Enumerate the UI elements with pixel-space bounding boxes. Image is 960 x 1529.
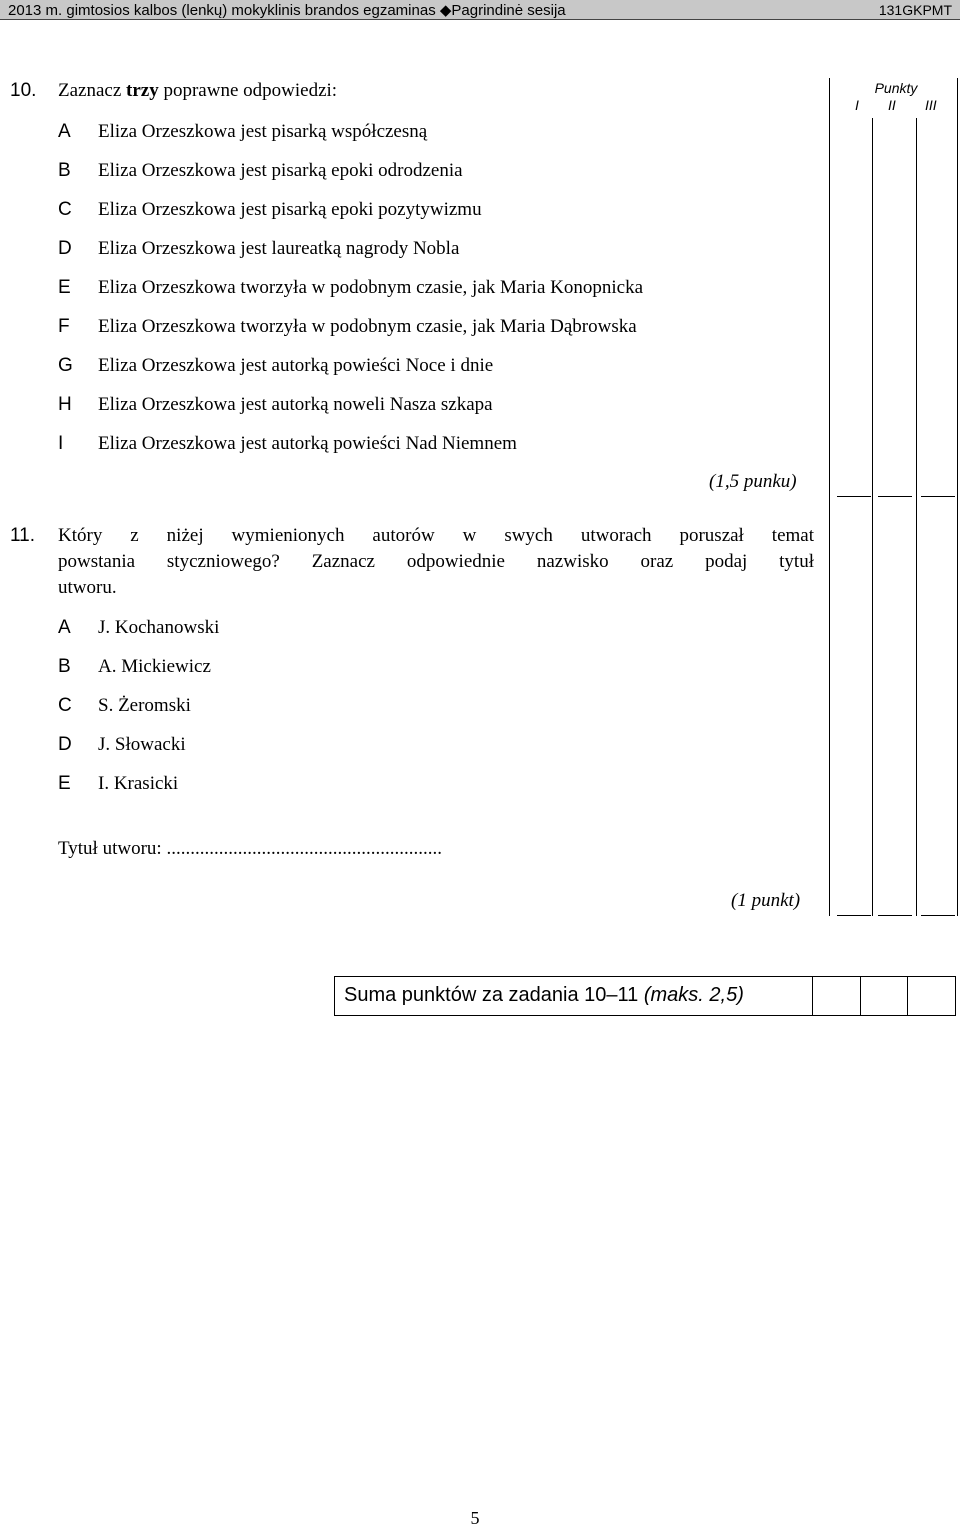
q11-option-letter[interactable]: B xyxy=(58,656,71,677)
q10-option-letter[interactable]: A xyxy=(58,121,71,142)
score-blank-iii[interactable] xyxy=(921,496,955,497)
q10-option-text: Eliza Orzeszkowa tworzyła w podobnym czasie, jak Maria Konopnicka xyxy=(98,277,643,298)
summary-score-cell-i[interactable] xyxy=(813,977,859,1015)
q11-text-line-1: Który z niżej wymienionych autorów w swych utworach poruszał temat xyxy=(58,525,814,546)
punkty-col-i: I xyxy=(855,97,859,113)
q11-option-text: A. Mickiewicz xyxy=(98,656,211,677)
q10-option-letter[interactable]: B xyxy=(58,160,71,181)
summary-label xyxy=(344,984,744,1007)
score-blank-i[interactable] xyxy=(837,915,871,916)
q10-option-letter[interactable]: F xyxy=(58,316,70,337)
q11-option-text: J. Kochanowski xyxy=(98,617,220,638)
q10-option-text: Eliza Orzeszkowa jest pisarką epoki pozytywizmu xyxy=(98,199,482,220)
q10-option-letter[interactable]: H xyxy=(58,394,72,415)
q11-number: 11. xyxy=(10,525,36,546)
q11-option-letter[interactable]: E xyxy=(58,773,71,794)
q11-points: (1 punkt) xyxy=(731,890,801,911)
q11-option-text: I. Krasicki xyxy=(98,773,179,794)
punkty-col-iii: III xyxy=(925,97,937,113)
q11-option-letter[interactable]: D xyxy=(58,734,72,755)
q10-option-letter[interactable]: G xyxy=(58,355,73,376)
q10-option-text: Eliza Orzeszkowa jest pisarką epoki odrodzenia xyxy=(98,160,463,181)
q11-option-text: S. Żeromski xyxy=(98,695,191,716)
q10-option-letter[interactable]: I xyxy=(58,433,64,454)
q10-instruction-bold: trzy xyxy=(126,80,159,101)
score-blank-i[interactable] xyxy=(837,496,871,497)
q10-option-text: Eliza Orzeszkowa jest autorką noweli Nasza szkapa xyxy=(98,394,493,415)
q10-option-text: Eliza Orzeszkowa jest pisarką współczesną xyxy=(98,121,428,142)
score-column-line xyxy=(916,118,917,916)
q10-option-text: Eliza Orzeszkowa jest laureatką nagrody Nobla xyxy=(98,238,460,259)
summary-label-text: Suma punktów za zadania 10–11 xyxy=(344,984,644,1006)
page-header xyxy=(0,0,960,20)
score-column-line xyxy=(872,118,873,916)
header-code: 131GKPMT xyxy=(878,2,952,18)
q10-instruction-post: poprawne odpowiedzi: xyxy=(158,80,338,101)
score-blank-ii[interactable] xyxy=(878,496,912,497)
q10-points: (1,5 punku) xyxy=(709,471,797,492)
score-column-line xyxy=(957,78,958,916)
q10-instruction xyxy=(58,80,337,102)
summary-score-cell-iii[interactable] xyxy=(908,977,955,1015)
q11-text-line-3: utworu. xyxy=(58,577,117,598)
q10-number: 10. xyxy=(10,80,37,101)
score-column-line xyxy=(829,78,830,916)
q10-option-letter[interactable]: C xyxy=(58,199,72,220)
summary-score-cell-ii[interactable] xyxy=(861,977,906,1015)
punkty-title: Punkty xyxy=(874,80,918,96)
q10-option-text: Eliza Orzeszkowa jest autorką powieści Nad Niemnem xyxy=(98,433,517,454)
score-blank-iii[interactable] xyxy=(921,915,955,916)
q10-option-text: Eliza Orzeszkowa jest autorką powieści Noce i dnie xyxy=(98,355,494,376)
q10-option-letter[interactable]: E xyxy=(58,277,71,298)
q11-title-answer-field[interactable]: Tytuł utworu: .......................................................... xyxy=(58,838,442,859)
page-number: 5 xyxy=(470,1508,480,1528)
q11-option-letter[interactable]: A xyxy=(58,617,71,638)
header-exam-title: 2013 m. gimtosios kalbos (lenkų) mokyklinis brandos egzaminas ◆Pagrindinė sesija xyxy=(8,2,566,19)
punkty-col-ii: II xyxy=(888,97,896,113)
q10-instruction-pre: Zaznacz xyxy=(58,80,127,101)
q10-option-letter[interactable]: D xyxy=(58,238,72,259)
q10-option-text: Eliza Orzeszkowa tworzyła w podobnym czasie, jak Maria Dąbrowska xyxy=(98,316,637,337)
summary-label-max: (maks. 2,5) xyxy=(643,984,744,1006)
score-blank-ii[interactable] xyxy=(878,915,912,916)
q11-option-letter[interactable]: C xyxy=(58,695,72,716)
q11-text-line-2: powstania styczniowego? Zaznacz odpowiednie nazwisko oraz podaj tytuł xyxy=(58,551,814,572)
q11-option-text: J. Słowacki xyxy=(98,734,186,755)
